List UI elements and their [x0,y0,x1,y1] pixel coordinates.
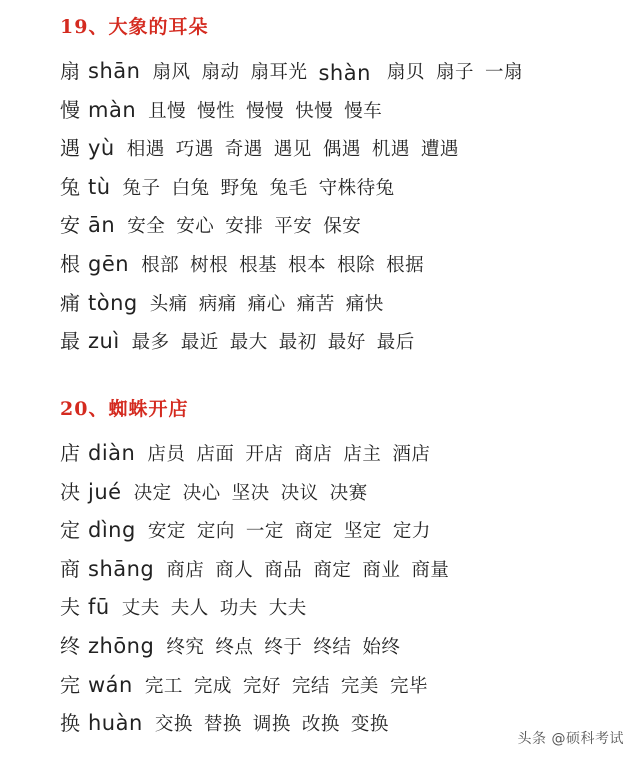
vocab-word: 完结 [291,675,330,697]
vocab-word: 最多 [131,332,170,354]
vocab-row [60,129,620,168]
vocab-word: 且慢 [148,100,187,122]
vocab-pinyin: tòng [88,290,138,315]
vocab-word: 安定 [147,521,186,543]
vocab-word: 完工 [144,675,183,697]
vocab-word: 商业 [362,559,401,581]
vocab-row [60,473,620,512]
vocab-word: 改换 [301,714,340,736]
vocab-row [60,284,620,323]
vocab-words [123,170,406,209]
vocab-character: 安 [60,213,80,238]
vocab-pinyin: gēn [88,251,130,276]
vocab-word: 商人 [215,559,254,581]
vocab-word: 店员 [147,444,186,465]
vocab-word: 商品 [264,559,303,581]
vocab-word: 始终 [362,636,401,658]
vocab-words [134,475,379,514]
vocab-word: 慢慢 [246,100,285,122]
vocab-pinyin: zuì [88,329,120,354]
vocab-words [147,436,441,475]
vocab-pinyin: màn [88,97,137,122]
vocab-word: 终究 [166,636,205,658]
vocab-word: 完好 [242,675,281,697]
vocab-pinyin: dìng [88,518,136,543]
vocab-character: 兔 [60,174,80,199]
vocab-word: 快慢 [295,100,334,122]
vocab-words [148,93,393,132]
vocab-word: 功夫 [219,598,258,620]
vocab-word: 坚决 [231,482,270,504]
vocab-words [155,706,400,745]
vocab-word: 店主 [343,444,382,465]
vocab-pinyin: shān [88,59,141,83]
vocab-word: 扇耳光 [250,62,308,83]
vocab-word: 病痛 [198,293,237,315]
vocab-character: 最 [60,329,80,354]
vocab-pinyin: yù [88,136,115,161]
vocab-word: 扇贝 [386,62,425,83]
vocab-character: 换 [60,711,80,736]
vocab-word: 痛苦 [296,293,335,315]
vocab-word: 安心 [176,216,215,238]
vocab-word: 一定 [245,521,284,543]
watermark-text: 头条 @硕科考试 [517,731,624,747]
vocab-word: 最后 [376,332,415,354]
vocab-word: 终点 [215,636,254,658]
vocab-word: 安全 [127,216,166,238]
vocab-word: 变换 [350,714,389,736]
vocab-word: 头痛 [149,293,188,315]
vocab-word: 完成 [193,675,232,697]
vocab-row [60,206,620,245]
vocab-word: 痛快 [345,293,384,315]
vocab-word: 兔毛 [269,177,308,199]
vocab-word: 白兔 [171,177,210,199]
vocab-word: 商定 [313,559,352,581]
vocab-character: 商 [60,556,80,581]
vocab-pinyin: tù [88,174,111,199]
vocab-pinyin: jué [88,479,122,504]
vocab-row [60,511,620,550]
vocab-word: 平安 [274,216,313,238]
vocab-character: 夫 [60,595,80,620]
vocab-word: 商量 [411,559,450,581]
vocab-word: 决定 [133,482,172,504]
vocab-row [60,168,620,207]
vocab-word: 定向 [196,521,235,543]
vocab-word: 遇见 [273,139,312,161]
vocab-word: 决心 [182,482,221,504]
vocab-word: 交换 [154,714,193,736]
vocab-character: 定 [60,518,80,543]
vocab-word: 坚定 [343,521,382,543]
vocab-pinyin: diàn [88,441,136,465]
vocab-word: 完美 [340,675,379,697]
vocab-word: 根部 [141,254,180,276]
vocab-character: 痛 [60,290,80,315]
vocab-word: 开店 [245,444,284,465]
vocab-word: 终结 [313,636,352,658]
vocab-character: 终 [60,633,80,658]
vocab-character: 根 [60,251,80,276]
vocab-row [60,52,620,91]
vocab-word: 树根 [190,254,229,276]
vocab-word: 夫人 [170,598,209,620]
vocab-word: 定力 [392,521,431,543]
vocab-words [152,54,534,93]
vocab-word: 商店 [294,444,333,465]
vocab-word: 商定 [294,521,333,543]
vocab-words [166,629,411,668]
vocab-list [60,434,620,743]
vocab-row [60,550,620,589]
vocab-words [148,513,442,552]
vocab-word: 完毕 [389,675,428,697]
vocab-word: 扇动 [201,62,240,83]
vocab-word: shàn [318,61,371,85]
vocab-words [132,324,426,363]
vocab-words [127,131,470,170]
vocab-pinyin: huàn [88,711,143,736]
vocab-row [60,91,620,130]
vocab-row [60,322,620,361]
vocab-row [60,588,620,627]
vocab-character: 店 [60,441,80,465]
vocab-word: 机遇 [371,139,410,161]
vocab-character: 慢 [60,97,80,122]
vocab-word: 酒店 [392,444,431,465]
vocab-word: 终于 [264,636,303,658]
vocab-row [60,627,620,666]
vocab-word: 相遇 [126,139,165,161]
vocab-word: 最初 [278,332,317,354]
lesson-20-section [60,396,620,743]
vocab-character: 遇 [60,136,80,161]
vocab-word: 最大 [229,332,268,354]
vocab-word: 慢性 [197,100,236,122]
vocab-pinyin: fū [88,595,110,620]
vocab-word: 野兔 [220,177,259,199]
vocab-word: 调换 [252,714,291,736]
vocab-word: 根基 [239,254,278,276]
vocab-word: 保安 [323,216,362,238]
vocab-word: 决赛 [329,482,368,504]
vocab-word: 最近 [180,332,219,354]
vocab-word: 兔子 [122,177,161,199]
vocab-pinyin: ān [88,213,116,238]
vocab-word: 商店 [166,559,205,581]
vocab-word: 奇遇 [224,139,263,161]
vocab-word: 守株待兔 [318,177,395,199]
vocab-pinyin: wán [88,672,133,697]
vocab-words [145,668,439,707]
vocab-words [150,286,395,325]
vocab-row [60,666,620,705]
section-title: 19、大象的耳朵 [60,16,209,38]
lesson-19-section [60,14,620,361]
section-title: 20、蜘蛛开店 [60,398,189,420]
vocab-word: 决议 [280,482,319,504]
vocab-word: 扇子 [435,62,474,83]
vocab-character: 扇 [60,59,80,83]
vocab-word: 痛心 [247,293,286,315]
vocab-word: 丈夫 [121,598,160,620]
vocab-words [141,247,435,286]
vocab-word: 慢车 [344,100,383,122]
vocab-word: 根本 [288,254,327,276]
vocab-words [127,208,372,247]
vocab-word: 遭遇 [420,139,459,161]
vocab-word: 一扇 [484,62,523,83]
vocab-words [122,590,318,629]
vocab-word: 偶遇 [322,139,361,161]
vocab-word: 根除 [337,254,376,276]
vocab-word: 根据 [386,254,425,276]
vocab-word: 扇风 [152,62,191,83]
vocab-row [60,245,620,284]
vocab-pinyin: zhōng [88,633,155,658]
vocab-word: 安排 [225,216,264,238]
vocab-row [60,434,620,473]
vocab-words [166,552,460,591]
vocab-character: 完 [60,672,80,697]
vocab-character: 决 [60,479,80,504]
vocab-word: 大夫 [268,598,307,620]
vocab-word: 店面 [196,444,235,465]
vocab-list [60,52,620,361]
vocab-word: 最好 [327,332,366,354]
vocab-word: 巧遇 [175,139,214,161]
vocab-word: 替换 [203,714,242,736]
vocab-pinyin: shāng [88,556,155,581]
